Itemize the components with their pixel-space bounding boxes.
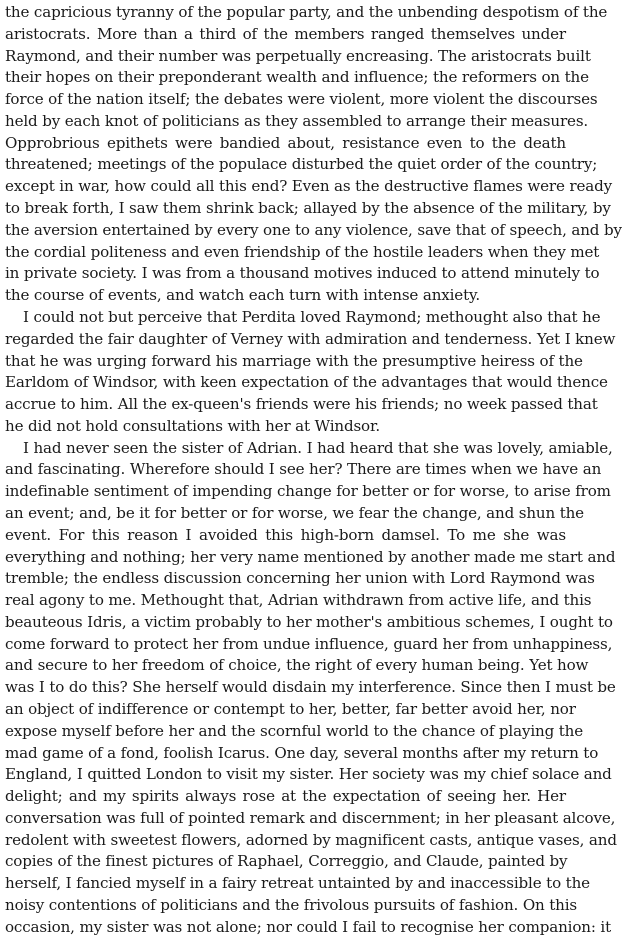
- text-line: aristocrats. More than a third of the members ranged themselves under: [5, 24, 566, 43]
- text-line: copies of the finest pictures of Raphael, Correggio, and Claude, painted by: [5, 852, 568, 871]
- text-line: event. For this reason I avoided this high-born damsel. To me she was: [5, 525, 566, 544]
- text-line: Earldom of Windsor, with keen expectation of the advantages that would thence: [5, 373, 608, 392]
- text-line: except in war, how could all this end? Even as the destructive flames were ready: [5, 177, 612, 196]
- text-line: an object of indifference or contempt to her, better, far better avoid her, nor: [5, 700, 576, 718]
- text-line: to break forth, I saw them shrink back; allayed by the absence of the military, by: [5, 199, 611, 218]
- paragraph: [5, 2, 622, 307]
- text-line: Opprobrious epithets were bandied about, resistance even to the death: [5, 133, 566, 152]
- text-line: he did not hold consultations with her at Windsor.: [5, 416, 381, 435]
- text-line: redolent with sweetest flowers, adorned by magnificent casts, antique vases, and: [5, 830, 617, 849]
- text-line: and fascinating. Wherefore should I see her? There are times when we have an: [5, 460, 602, 479]
- text-line: conversation was full of pointed remark and discernment; in her pleasant alcove,: [5, 808, 616, 827]
- document-page: [5, 2, 622, 939]
- text-line: mad game of a fond, foolish Icarus. One day, several months after my return to: [5, 743, 599, 762]
- text-line: expose myself before her and the scornful world to the chance of playing the: [5, 721, 584, 740]
- text-line: the aversion entertained by every one to any violence, save that of speech, and by: [5, 220, 622, 239]
- text-line: the capricious tyranny of the popular party, and the unbending despotism of the: [5, 3, 608, 21]
- text-line: noisy contentions of politicians and the frivolous pursuits of fashion. On this: [5, 896, 578, 915]
- text-line: was I to do this? She herself would disdain my interference. Since then I must be: [5, 678, 616, 697]
- text-line: indefinable sentiment of impending change for better or for worse, to arise from: [5, 482, 611, 501]
- text-line: regarded the fair daughter of Verney with admiration and tenderness. Yet I knew: [5, 329, 616, 348]
- text-line: in private society. I was from a thousand motives induced to attend minutely to: [5, 264, 600, 283]
- text-line: England, I quitted London to visit my sister. Her society was my chief solace and: [5, 765, 612, 784]
- text-line: that he was urging forward his marriage with the presumptive heiress of the: [5, 351, 583, 370]
- text-line: their hopes on their preponderant wealth and influence; the reformers on the: [5, 68, 589, 87]
- text-line: everything and nothing; her very name mentioned by another made me start and: [5, 547, 616, 566]
- paragraph: [5, 438, 617, 939]
- text-line: an event; and, be it for better or for worse, we fear the change, and shun the: [5, 503, 584, 522]
- text-line: herself, I fancied myself in a fairy retreat untainted by and inaccessible to the: [5, 874, 590, 893]
- text-line: held by each knot of politicians as they assembled to arrange their measures.: [5, 111, 589, 130]
- text-line: force of the nation itself; the debates were violent, more violent the discourses: [5, 90, 598, 109]
- text-line: Raymond, and their number was perpetually encreasing. The aristocrats built: [5, 46, 591, 65]
- text-line: the course of events, and watch each turn with intense anxiety.: [5, 286, 481, 305]
- text-line: real agony to me. Methought that, Adrian withdrawn from active life, and this: [5, 591, 592, 610]
- text-line: threatened; meetings of the populace disturbed the quiet order of the country;: [5, 155, 598, 174]
- text-line: accrue to him. All the ex-queen's friends were his friends; no week passed that: [5, 395, 598, 414]
- text-line: tremble; the endless discussion concerning her union with Lord Raymond was: [5, 569, 595, 588]
- text-line: beauteous Idris, a victim probably to her mother's ambitious schemes, I ought to: [5, 612, 613, 631]
- paragraph: [5, 307, 616, 438]
- text-line: and secure to her freedom of choice, the right of every human being. Yet how: [5, 656, 589, 675]
- text-line: delight; and my spirits always rose at the expectation of seeing her. Her: [5, 787, 566, 806]
- text-line: the cordial politeness and even friendship of the hostile leaders when they met: [5, 242, 600, 261]
- text-line: I had never seen the sister of Adrian. I had heard that she was lovely, amiable,: [23, 438, 613, 457]
- text-line: come forward to protect her from undue influence, guard her from unhappiness,: [5, 634, 613, 653]
- text-line: occasion, my sister was not alone; nor could I fail to recognise her companion: it: [5, 917, 612, 936]
- text-line: I could not but perceive that Perdita loved Raymond; methought also that he: [23, 307, 601, 326]
